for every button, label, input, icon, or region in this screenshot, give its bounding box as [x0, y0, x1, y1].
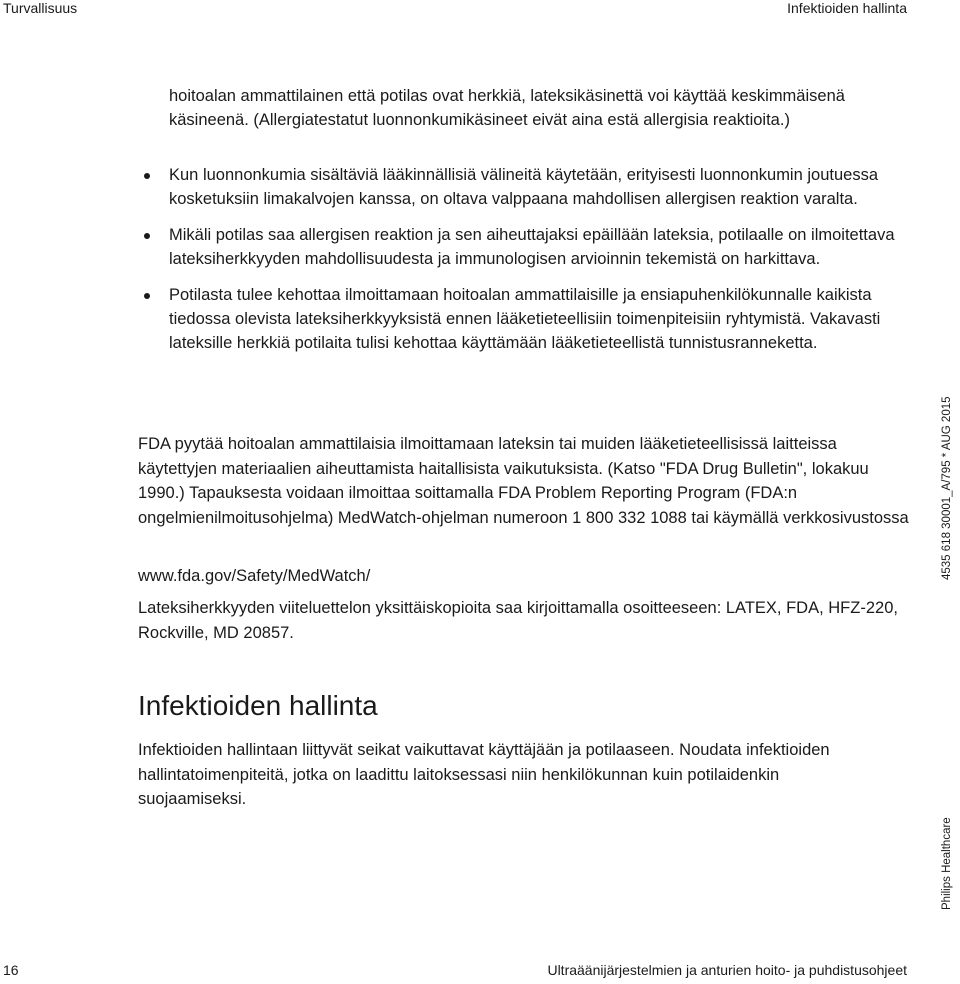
page-header: [0, 0, 960, 18]
bullet-icon: [144, 173, 150, 179]
bullet-text: Potilasta tulee kehottaa ilmoittamaan hoitoalan ammattilaisille ja ensiapuhenkilökunnalle kaikista tiedossa olevista lateksiherkkyyksistä ennen lääketieteellisiin toimenpiteisiin ryhtymistä. Vakavasti lateksille herkkiä potilaita tulisi kehottaa käyttämään lääketieteellistä tunnistusranneketta.: [169, 286, 881, 352]
bullet-text: Mikäli potilas saa allergisen reaktion ja sen aiheuttajaksi epäillään lateksia, potilaalle on ilmoitettava lateksiherkkyyden mahdollisuudesta ja immunologisen arvioinnin tekemistä on harkittava.: [169, 226, 895, 268]
document-code: 4535 618 30001_A/795 * AUG 2015: [941, 396, 953, 580]
latex-bibliography-paragraph: Lateksiherkkyyden viiteluettelon yksittäiskopioita saa kirjoittamalla osoitteeseen: LATEX, FDA, HFZ-220, Rockville, MD 20857.: [138, 599, 898, 642]
section-paragraph: Infektioiden hallintaan liittyvät seikat vaikuttavat käyttäjään ja potilaaseen. Noudata infektioiden hallintatoimenpiteitä, jotka on laadittu laitoksessasi niin henkilökunnan kuin potilaidenkin suojaamiseksi.: [138, 741, 830, 808]
page-footer: [0, 962, 960, 982]
fda-paragraph: FDA pyytää hoitoalan ammattilaisia ilmoittamaan lateksin tai muiden lääketieteellisissä laitteissa käytettyjen materiaalien aiheuttamista haitallisista vaikutuksista. (Katso "FDA Drug Bulletin", lokakuu 1990.) Tapauksesta voidaan ilmoittaa soittamalla FDA Problem Reporting Program (FDA:n ongelmienilmoitusohjelma) MedWatch-ohjelman numeroon 1 800 332 1088 tai käymällä verkkosivustossa: [138, 435, 909, 527]
header-chapter: Turvallisuus: [3, 0, 78, 16]
bullet-icon: [144, 233, 150, 239]
fda-url: www.fda.gov/Safety/MedWatch/: [138, 567, 371, 585]
bullet-item: [138, 283, 908, 355]
page-number: 16: [3, 962, 19, 978]
brand-name: Philips Healthcare: [941, 817, 953, 910]
continuation-paragraph: hoitoalan ammattilainen että potilas ovat herkkiä, lateksikäsinettä voi käyttää keskimmäisenä käsineenä. (Allergiatestatut luonnonkumikäsineet eivät aina estä allergisia reaktioita.): [169, 87, 845, 129]
bullet-icon: [144, 293, 150, 299]
bullet-text: Kun luonnonkumia sisältäviä lääkinnällisiä välineitä käytetään, erityisesti luonnonkumin joutuessa kosketuksiin limakalvojen kanssa, on oltava valppaana mahdollisen allergisen reaktion varalta.: [169, 166, 878, 208]
section-title: Infektioiden hallinta: [138, 690, 378, 721]
footer-title: Ultraäänijärjestelmien ja anturien hoito- ja puhdistusohjeet: [547, 962, 907, 978]
bullet-item: [138, 163, 908, 211]
header-section: Infektioiden hallinta: [787, 0, 907, 16]
bullet-list: [138, 163, 908, 367]
bullet-item: [138, 223, 908, 271]
